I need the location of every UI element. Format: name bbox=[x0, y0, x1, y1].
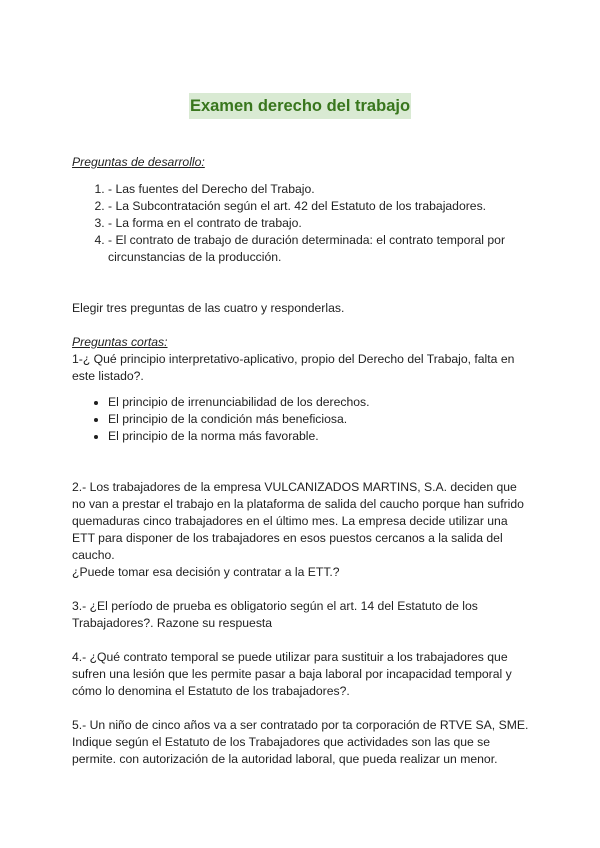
page-title: Examen derecho del trabajo bbox=[189, 93, 411, 119]
list-item: • El principio de la condición más beneficiosa. bbox=[108, 411, 532, 428]
list-item: • El principio de irrenunciabilidad de los derechos. bbox=[108, 394, 532, 411]
question-2: 2.- Los trabajadores de la empresa VULCANIZADOS MARTINS, S.A. deciden que no van a prestar el trabajo en la plataforma de salida del caucho porque han sufrido quemaduras cinco trabajadores en el último mes. La empresa decide utilizar una ETT para disponer de los trabajadores en esos puestos cercanos a la salida del caucho. bbox=[72, 480, 524, 562]
list-item: 2. - La Subcontratación según el art. 42 del Estatuto de los trabajadores. bbox=[108, 198, 532, 215]
section-label-cortas: Preguntas cortas: bbox=[72, 335, 168, 349]
list-item: 3. - La forma en el contrato de trabajo. bbox=[108, 215, 532, 232]
question-2-question: ¿Puede tomar esa decisión y contratar a la ETT.? bbox=[72, 565, 340, 579]
question-4: 4.- ¿Qué contrato temporal se puede utilizar para sustituir a los trabajadores que sufren una lesión que les permite pasar a baja laboral por incapacidad temporal y cómo lo denomina el Estatuto de los trabajadores?. bbox=[72, 650, 512, 698]
question-5: 5.- Un niño de cinco años va a ser contratado por ta corporación de RTVE SA, SME. Indique según el Estatuto de los Trabajadores que actividades son las que se permite. con autorización de la autoridad laboral, que pueda realizar un menor. bbox=[72, 718, 529, 766]
instruction-text: Elegir tres preguntas de las cuatro y responderlas. bbox=[72, 301, 345, 315]
question-1-options bbox=[72, 394, 532, 445]
question-3: 3.- ¿El período de prueba es obligatorio según el art. 14 del Estatuto de los Trabajadores?. Razone su respuesta bbox=[72, 599, 478, 630]
list-item: 1. - Las fuentes del Derecho del Trabajo. bbox=[108, 181, 532, 198]
desarrollo-list bbox=[72, 181, 532, 266]
section-label-desarrollo: Preguntas de desarrollo: bbox=[72, 155, 205, 169]
list-item: 4. - El contrato de trabajo de duración determinada: el contrato temporal por circunstancias de la producción. bbox=[108, 232, 532, 266]
question-1: 1-¿ Qué principio interpretativo-aplicativo, propio del Derecho del Trabajo, falta en este listado?. bbox=[72, 352, 515, 383]
list-item: • El principio de la norma más favorable. bbox=[108, 428, 532, 445]
document-content bbox=[72, 154, 532, 768]
title-wrap bbox=[0, 93, 600, 119]
